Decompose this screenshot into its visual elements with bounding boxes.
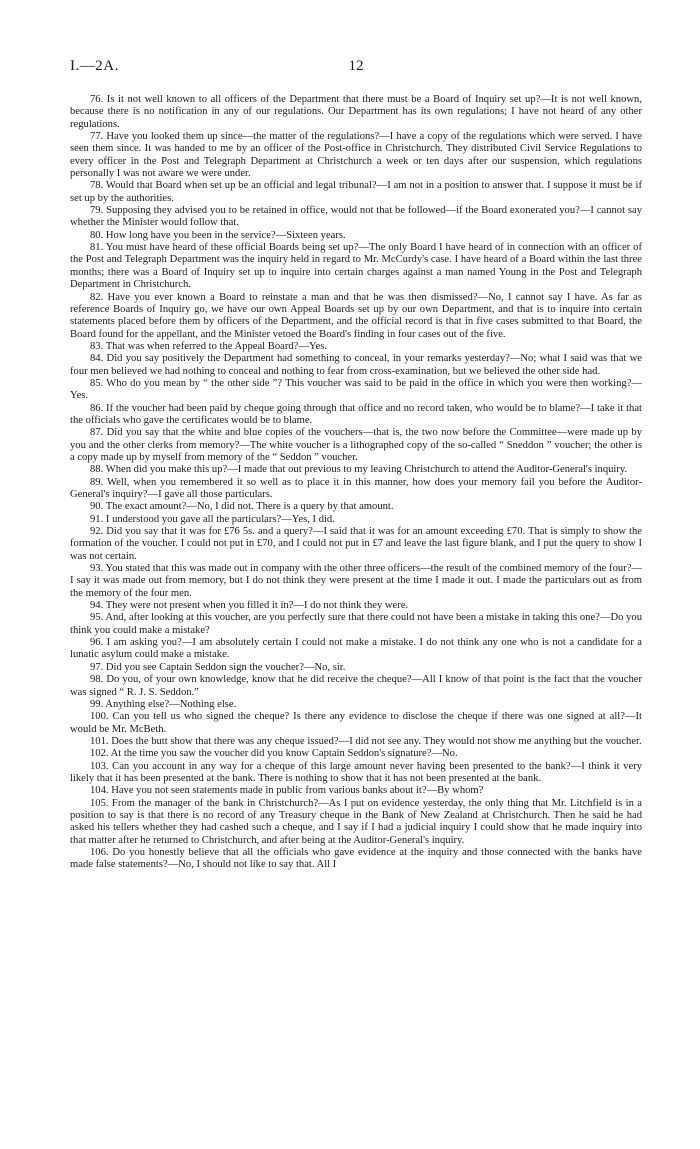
document-body (70, 94, 642, 872)
paragraph-q82: 82. Have you ever known a Board to reinstate a man and that he was then dismissed?—No, I cannot say I have. As far as reference Boards of Inquiry go, we have our own Appeal Boards set up by our own Department, and that is to inquire into certain statements placed before them by officers of the Department, and the official record is that in five cases submitted to that Board, the Board found for the appellant, and the Minister vetoed the Board's finding in four cases out of the five. (70, 291, 642, 340)
paragraph-q91: 91. I understood you gave all the particulars?—Yes, I did. (90, 513, 335, 525)
paragraph-q79: 79. Supposing they advised you to be retained in office, would not that be followed—if the Board exonerated you?—I cannot say whether the Minister would follow that. (70, 205, 642, 229)
paragraph-q99: 99. Anything else?—Nothing else. (90, 698, 237, 710)
page-header (70, 58, 642, 78)
page-number: 12 (348, 58, 364, 74)
paragraph-q77: 77. Have you looked them up since—the matter of the regulations?—I have a copy of the regulations which were served. I have seen them since. It was handed to me by an officer of the Post-office in Christchurch. They distributed Civil Service Regulations to every officer in the Post and Telegraph Department at Christchurch a week or ten days after our suspension, which regulations personally I was not aware we were under. (70, 131, 642, 180)
paragraph-q94: 94. They were not present when you filled it in?—I do not think they were. (90, 600, 409, 612)
paragraph-q84: 84. Did you say positively the Department had something to conceal, in your remarks yesterday?—No; what I said was that we four men believed we had nothing to conceal and nothing to fear from cross-examination, but we believed the other side had. (70, 353, 642, 377)
paragraph-q100: 100. Can you tell us who signed the cheque? Is there any evidence to disclose the cheque if there was one signed at all?—It would be Mr. McBeth. (70, 711, 642, 735)
paragraph-q98: 98. Do you, of your own knowledge, know that he did receive the cheque?—All I know of that point is the fact that the voucher was signed “ R. J. S. Seddon.” (70, 674, 642, 698)
paragraph-q83: 83. That was when referred to the Appeal Board?—Yes. (90, 340, 328, 352)
paragraph-q97: 97. Did you see Captain Seddon sign the voucher?—No, sir. (90, 661, 346, 673)
paragraph-q92: 92. Did you say that it was for £76 5s. and a query?—I said that it was for an amount exceeding £70. That is simply to show the formation of the voucher. I could not put in £70, and I could not put in £7 and leave the last figure blank, and I put the query to show I was not certain. (70, 526, 642, 562)
paragraph-q105: 105. From the manager of the bank in Christchurch?—As I put on evidence yesterday, the only thing that Mr. Litchfield is in a position to say is that there is no record of any Treasury cheque in the Bank of New Zealand at Christchurch. Then he said he had asked his tellers whether they had cashed such a cheque, and I say if I had a judicial inquiry I could show that he made inquiry into that matter after he returned to Christchurch, and after being at the Auditor-General's inquiry. (70, 797, 642, 846)
paragraph-q86: 86. If the voucher had been paid by cheque going through that office and no record taken, who would be to blame?—I take it that the officials who gave the certificates would be to blame. (70, 402, 642, 426)
paragraph-q87: 87. Did you say that the white and blue copies of the vouchers—that is, the two now before the Committee—were made up by you and the other clerks from memory?—The white voucher is a lithographed copy of the so-called “ Sneddon ” voucher; the other is a copy made up by myself from memory of the “ Seddon ” voucher. (70, 427, 642, 463)
paragraph-q104: 104. Have you not seen statements made in public from various banks about it?—By whom? (90, 785, 484, 797)
paragraph-q103: 103. Can you account in any way for a cheque of this large amount never having been presented to the bank?—I think it very likely that it has been presented at the bank. There is nothing to show that it has not been presented at the bank. (70, 760, 642, 784)
paragraph-q90: 90. The exact amount?—No, I did not. There is a query by that amount. (90, 501, 394, 513)
paragraph-q85: 85. Who do you mean by “ the other side ”? This voucher was said to be paid in the office in which you were then working?—Yes. (70, 377, 642, 402)
paragraph-q102: 102. At the time you saw the voucher did you know Captain Seddon's signature?—No. (90, 748, 458, 760)
paragraph-q78: 78. Would that Board when set up be an official and legal tribunal?—I am not in a position to answer that. I suppose it must be if set up by the authorities. (70, 180, 642, 204)
document-reference: I.—2A. (70, 58, 119, 74)
paragraph-q93: 93. You stated that this was made out in company with the other three officers—the result of the combined memory of the four?—I say it was made out from memory, but I do not think they were present at the time I made it out. I made the particulars out as from the memory of the four men. (70, 563, 642, 599)
paragraph-q88: 88. When did you make this up?—I made that out previous to my leaving Christchurch to attend the Auditor-General's inquiry. (90, 464, 628, 476)
paragraph-q95: 95. And, after looking at this voucher, are you perfectly sure that there could not have been a mistake in taking this one?—Do you think you could make a mistake? (70, 612, 642, 636)
paragraph-q101: 101. Does the butt show that there was any cheque issued?—I did not see any. They would not show me anything but the voucher. (90, 735, 642, 747)
paragraph-q89: 89. Well, when you remembered it so well as to place it in this manner, how does your memory fail you before the Auditor-General's inquiry?—I gave all those particulars. (70, 476, 642, 500)
paragraph-q80: 80. How long have you been in the service?—Sixteen years. (90, 229, 346, 241)
paragraph-q81: 81. You must have heard of these official Boards being set up?—The only Board I have heard of in connection with an officer of the Post and Telegraph Department was the inquiry held in regard to Mr. McCurdy's case. I have heard of a Board within the last three months; there was a Board of Inquiry set up to inquire into certain charges against a man named Young in the Post and Telegraph Department in Christchurch. (70, 242, 642, 291)
paragraph-q106: 106. Do you honestly believe that all the officials who gave evidence at the inquiry and those connected with the banks have made false statements?—No, I should not like to say that. All I (70, 846, 642, 871)
paragraph-q76: 76. Is it not well known to all officers of the Department that there must be a Board of Inquiry set up?—It is not well known, because there is no notification in any of our regulations. Our Department has its own regulations; I have not heard of any other regulations. (70, 94, 642, 130)
paragraph-q96: 96. I am asking you?—I am absolutely certain I could not make a mistake. I do not think any one who is not a candidate for a lunatic asylum could make a mistake. (70, 637, 642, 661)
